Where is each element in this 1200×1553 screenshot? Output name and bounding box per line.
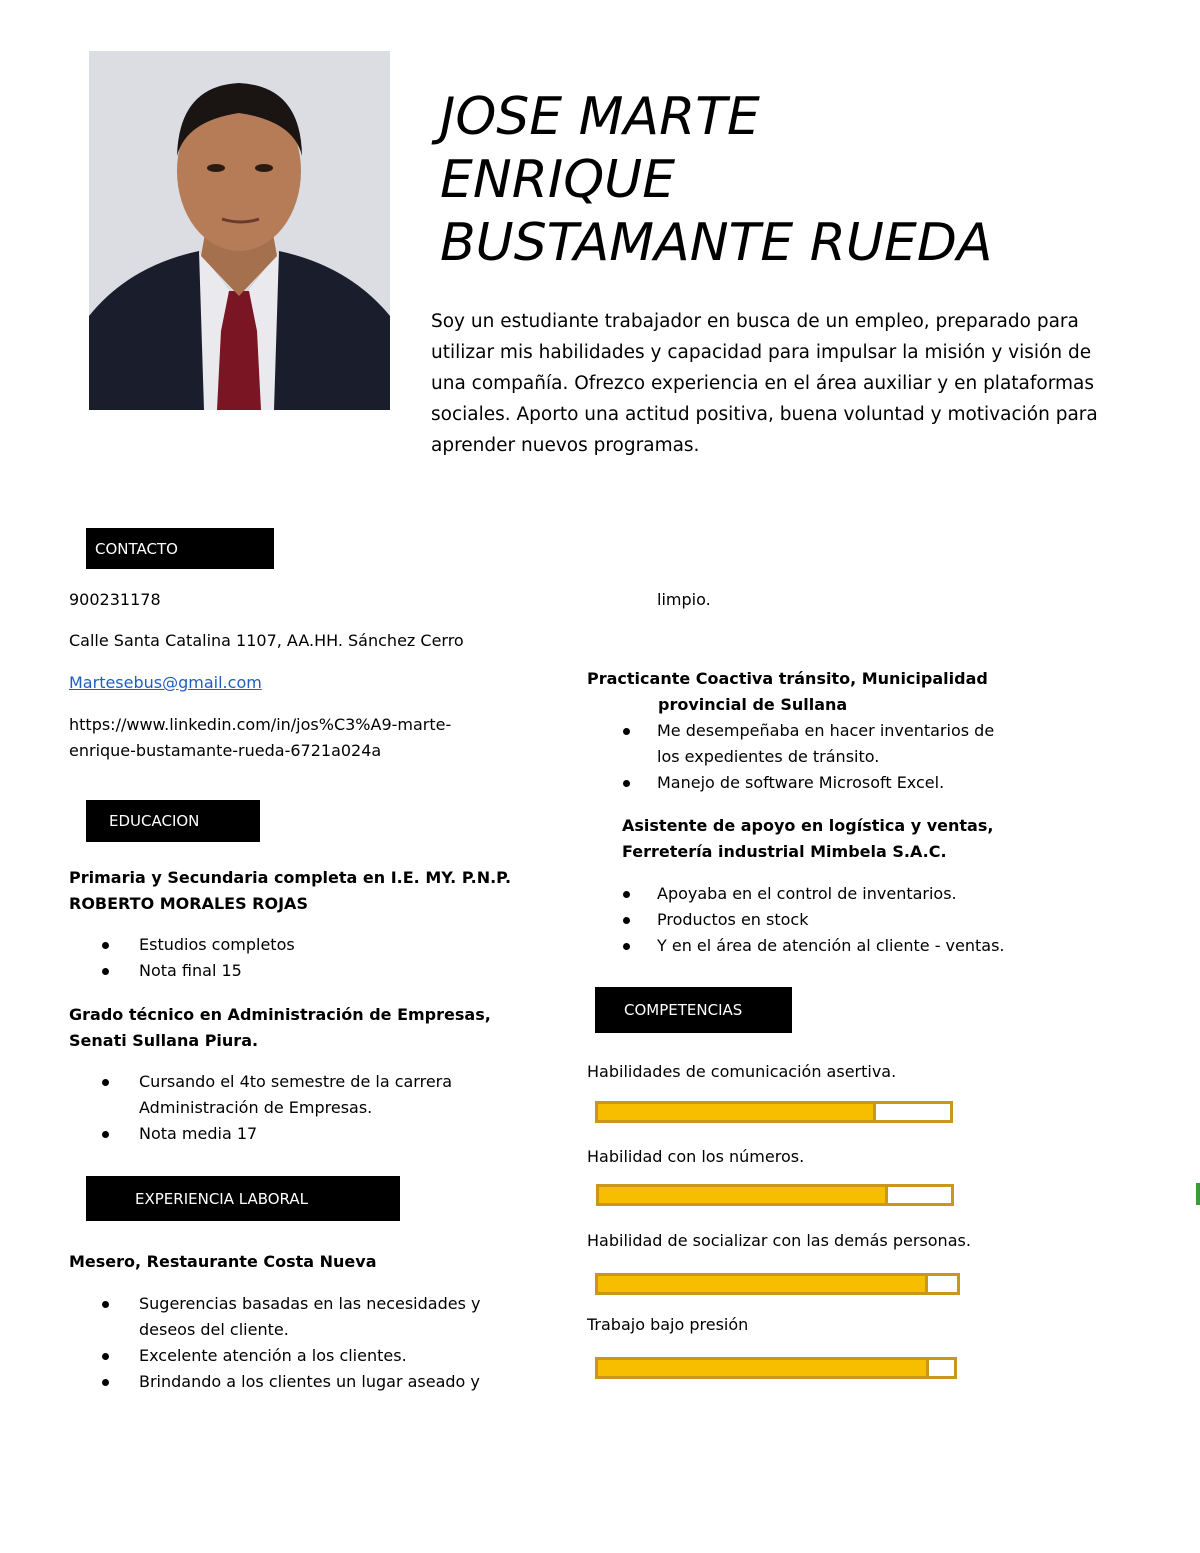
experiencia-header: EXPERIENCIA LABORAL bbox=[86, 1176, 400, 1221]
phone-number: 900231178 bbox=[69, 590, 161, 609]
skill-bar bbox=[595, 1357, 957, 1379]
list-item: Productos en stock bbox=[587, 907, 1087, 933]
list-item-line: Cursando el 4to semestre de la carrera bbox=[139, 1072, 453, 1091]
educacion-header: EDUCACION bbox=[86, 800, 260, 842]
job1-item3-continued: limpio. bbox=[657, 590, 711, 609]
school1-list bbox=[69, 932, 529, 984]
job2-title-line-2: provincial de Sullana bbox=[658, 695, 848, 714]
skill-label: Habilidad de socializar con las demás personas. bbox=[587, 1231, 971, 1250]
contacto-header: CONTACTO bbox=[86, 528, 274, 569]
school2-title-line-2: Senati Sullana Piura. bbox=[69, 1031, 259, 1050]
job1-list bbox=[69, 1291, 539, 1395]
school1-title bbox=[69, 865, 511, 917]
name-line-1: JOSE MARTE bbox=[440, 87, 760, 147]
list-item: Nota final 15 bbox=[69, 958, 529, 984]
linkedin-line-1: https://www.linkedin.com/in/jos%C3%A9-marte- bbox=[69, 715, 452, 734]
profile-photo bbox=[89, 51, 390, 410]
school1-title-line-2: ROBERTO MORALES ROJAS bbox=[69, 894, 308, 913]
job2-list bbox=[587, 718, 1067, 796]
list-item-line: los expedientes de tránsito. bbox=[657, 747, 880, 766]
list-item bbox=[587, 718, 1067, 770]
skill-label: Habilidad con los números. bbox=[587, 1147, 805, 1166]
school2-title bbox=[69, 1002, 491, 1054]
name-line-3: BUSTAMANTE RUEDA bbox=[440, 213, 993, 273]
list-item: Brindando a los clientes un lugar aseado y bbox=[69, 1369, 539, 1395]
list-item: Apoyaba en el control de inventarios. bbox=[587, 881, 1087, 907]
skill-bar-fill bbox=[599, 1187, 888, 1203]
linkedin-line-2: enrique-bustamante-rueda-6721a024a bbox=[69, 741, 382, 760]
list-item bbox=[69, 1069, 529, 1121]
portrait-image bbox=[89, 51, 390, 410]
list-item: Y en el área de atención al cliente - ventas. bbox=[587, 933, 1087, 959]
skill-bar bbox=[596, 1184, 954, 1206]
skill-bar-fill bbox=[598, 1276, 928, 1292]
list-item-line: Administración de Empresas. bbox=[139, 1098, 373, 1117]
job3-list bbox=[587, 881, 1087, 959]
skill-bar bbox=[595, 1273, 960, 1295]
list-item: Manejo de software Microsoft Excel. bbox=[587, 770, 1067, 796]
list-item: Estudios completos bbox=[69, 932, 529, 958]
job1-title: Mesero, Restaurante Costa Nueva bbox=[69, 1252, 377, 1271]
skill-bar-fill bbox=[598, 1360, 929, 1376]
school1-title-line-1: Primaria y Secundaria completa en I.E. MY. P.N.P. bbox=[69, 868, 512, 887]
name-line-2: ENRIQUE bbox=[440, 150, 676, 210]
job2-title bbox=[587, 666, 988, 718]
list-item-line: Sugerencias basadas en las necesidades y bbox=[139, 1294, 481, 1313]
job2-title-line-1: Practicante Coactiva tránsito, Municipalidad bbox=[587, 669, 988, 688]
school2-list bbox=[69, 1069, 529, 1147]
email-link[interactable]: Martesebus@gmail.com bbox=[69, 673, 262, 692]
skill-label: Habilidades de comunicación asertiva. bbox=[587, 1062, 897, 1081]
skill-bar-fill bbox=[598, 1104, 876, 1120]
full-name bbox=[440, 86, 1140, 275]
list-item-line: Me desempeñaba en hacer inventarios de bbox=[657, 721, 995, 740]
list-item: Excelente atención a los clientes. bbox=[69, 1343, 539, 1369]
list-item-line: deseos del cliente. bbox=[139, 1320, 289, 1339]
job3-title-line-1: Asistente de apoyo en logística y ventas, bbox=[622, 816, 994, 835]
job3-title bbox=[622, 813, 993, 865]
list-item bbox=[69, 1291, 539, 1343]
edge-marker bbox=[1196, 1183, 1200, 1205]
skill-label: Trabajo bajo presión bbox=[587, 1315, 749, 1334]
address: Calle Santa Catalina 1107, AA.HH. Sánchez Cerro bbox=[69, 631, 464, 650]
linkedin-url[interactable] bbox=[69, 712, 451, 764]
profile-summary: Soy un estudiante trabajador en busca de un empleo, preparado para utilizar mis habilidades y capacidad para impulsar la misión y visión de una compañía. Ofrezco experiencia en el área auxiliar y en plataformas sociales. Aporto una actitud positiva, buena voluntad y motivación para aprender nuevos programas. bbox=[431, 311, 1098, 456]
skill-bar bbox=[595, 1101, 953, 1123]
list-item: Nota media 17 bbox=[69, 1121, 529, 1147]
job3-title-line-2: Ferretería industrial Mimbela S.A.C. bbox=[622, 842, 947, 861]
competencias-header: COMPETENCIAS bbox=[595, 987, 792, 1033]
school2-title-line-1: Grado técnico en Administración de Empresas, bbox=[69, 1005, 491, 1024]
